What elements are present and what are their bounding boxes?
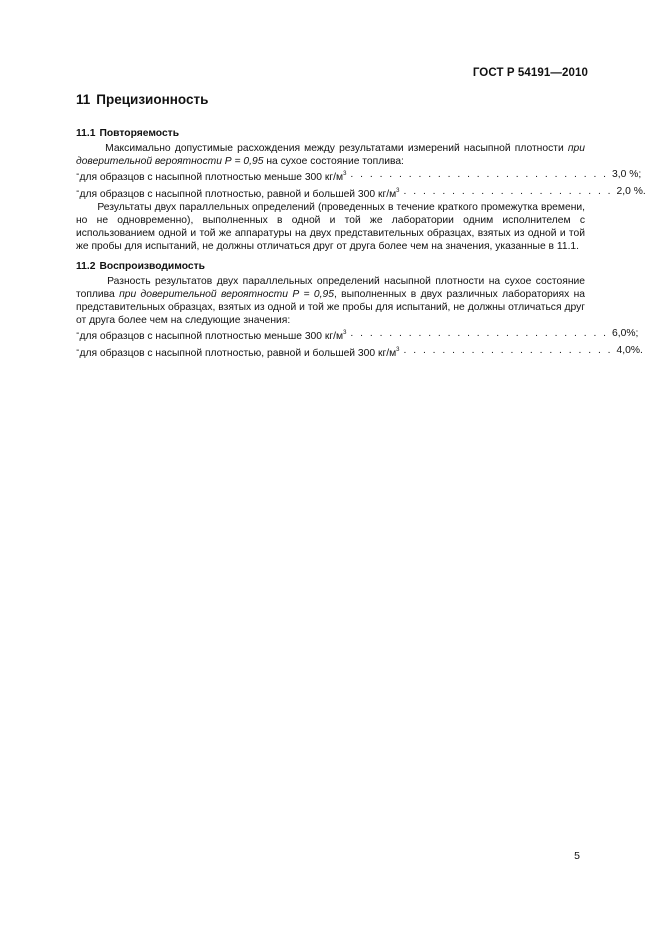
list-item-label: для образцов с насыпной плотностью, равной и большей 300 кг/м bbox=[79, 188, 397, 200]
superscript: 3 bbox=[343, 330, 347, 337]
list-dash: - bbox=[76, 344, 80, 356]
section-title: Прецизионность bbox=[96, 92, 209, 107]
subsection-title: Воспроизводимость bbox=[99, 260, 205, 272]
subsection-heading-reproducibility bbox=[76, 261, 585, 272]
repeatability-list bbox=[76, 168, 646, 200]
paragraph-text: Разность результатов двух параллельных определений насыпной плотности на сухое состояние топлива bbox=[76, 275, 585, 300]
list-dash: - bbox=[76, 328, 80, 340]
list-dash: - bbox=[76, 169, 80, 181]
paragraph-text: Максимально допустимые расхождения между результатами измерений насыпной плотности bbox=[105, 143, 568, 154]
dot-leader: . . . . . . . . . . . . . . . . . . . . . . . . . . . bbox=[350, 328, 609, 340]
list-item bbox=[76, 344, 643, 360]
paragraph-text: Результаты двух параллельных определений (проведенных в течение краткого промежутка времени, но не одновременно), выполненных в одной и той же лаборатории одним исполнителем с использованием одной и той же аппаратуры на двух представительных образцах, взятых из одной и той же пробы для испытаний, не должны отличаться друг от друга более чем на значения, указанные в 11.1. bbox=[76, 201, 585, 253]
spacer bbox=[76, 254, 585, 261]
list-item-label: для образцов с насыпной плотностью меньше 300 кг/м bbox=[79, 331, 344, 343]
superscript: 3 bbox=[343, 171, 347, 178]
dot-leader: . . . . . . . . . . . . . . . . . . . . . . . . . . . bbox=[350, 169, 609, 181]
section-heading bbox=[76, 92, 585, 107]
dot-leader: . . . . . . . . . . . . . . . . . . . . . . bbox=[403, 344, 613, 356]
subsection-heading-repeatability bbox=[76, 128, 585, 139]
list-item-value: 4,0%. bbox=[616, 344, 643, 356]
subsection-title: Повторяемость bbox=[99, 128, 180, 139]
repeatability-intro-paragraph bbox=[76, 142, 585, 168]
repeatability-results-paragraph bbox=[76, 201, 585, 254]
list-item-value: 2,0 %. bbox=[616, 185, 646, 197]
list-item-text bbox=[79, 344, 399, 360]
superscript: 3 bbox=[396, 346, 400, 353]
subsection-number: 11.1 bbox=[76, 128, 96, 139]
list-item-label: для образцов с насыпной плотностью меньше 300 кг/м bbox=[79, 172, 344, 184]
list-dash: - bbox=[76, 185, 80, 197]
list-item-label: для образцов с насыпной плотностью, равной и большей 300 кг/м bbox=[79, 347, 397, 359]
dot-leader: . . . . . . . . . . . . . . . . . . . . . . bbox=[403, 185, 613, 197]
page-number: 5 bbox=[574, 850, 580, 862]
list-item bbox=[76, 185, 646, 201]
paragraph-text: , выполненных в двух различных лабораториях на представительных образцах, взятых из одной и той же пробы для испытаний, не должны отличаться друг от друга более чем на следующие значения: bbox=[76, 288, 586, 327]
subsection-number: 11.2 bbox=[76, 260, 96, 272]
list-item-value: 3,0 %; bbox=[612, 169, 642, 181]
superscript: 3 bbox=[396, 187, 400, 194]
list-item-text bbox=[79, 185, 399, 201]
paragraph-italic-text: при доверительной вероятности Р = 0,95 bbox=[76, 143, 585, 168]
list-item-value: 6,0%; bbox=[612, 328, 639, 340]
paragraph-italic-text: при доверительной вероятности Р = 0,95 bbox=[119, 288, 334, 300]
list-item-text bbox=[79, 168, 346, 184]
reproducibility-intro-paragraph bbox=[76, 275, 585, 328]
list-item bbox=[76, 168, 642, 184]
list-item bbox=[76, 327, 639, 343]
paragraph-text: на сухое состояние топлива: bbox=[263, 156, 404, 168]
standard-designation: ГОСТ Р 54191—2010 bbox=[472, 67, 588, 79]
list-item-text bbox=[79, 327, 346, 343]
section-number: 11 bbox=[76, 92, 91, 107]
reproducibility-list bbox=[76, 327, 643, 359]
page-content bbox=[76, 92, 646, 360]
